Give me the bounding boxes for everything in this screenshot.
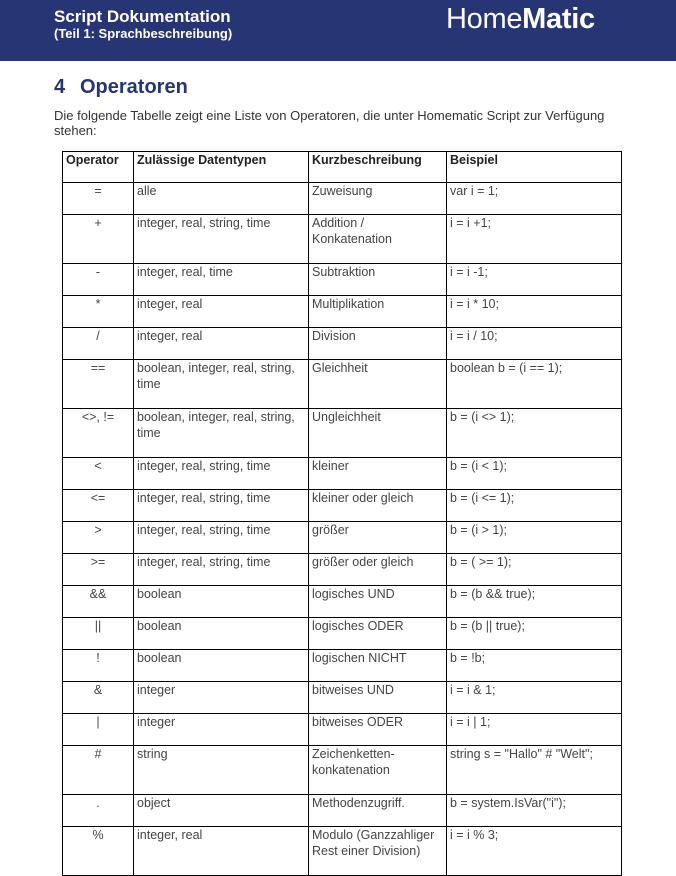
table-row xyxy=(63,682,622,714)
types-cell: boolean, integer, real, string, time xyxy=(134,409,309,458)
table-row xyxy=(63,554,622,586)
column-header-operator: Operator xyxy=(63,152,134,183)
operator-cell: < xyxy=(63,458,134,490)
operator-cell: || xyxy=(63,618,134,650)
types-cell: integer xyxy=(134,682,309,714)
table-row xyxy=(63,183,622,215)
types-cell: integer, real, string, time xyxy=(134,215,309,264)
description-cell: kleiner oder gleich xyxy=(309,490,447,522)
types-cell: boolean xyxy=(134,618,309,650)
example-cell: b = (i <> 1); xyxy=(447,409,622,458)
description-cell: Division xyxy=(309,328,447,360)
operator-cell: % xyxy=(63,827,134,876)
table-row xyxy=(63,650,622,682)
example-cell: b = (i <= 1); xyxy=(447,490,622,522)
operators-table xyxy=(62,151,622,876)
table-row xyxy=(63,296,622,328)
description-cell: Zuweisung xyxy=(309,183,447,215)
section-title: Operatoren xyxy=(80,76,188,98)
example-cell: string s = "Hallo" # "Welt"; xyxy=(447,746,622,795)
example-cell: i = i | 1; xyxy=(447,714,622,746)
operator-cell: >= xyxy=(63,554,134,586)
operator-cell: > xyxy=(63,522,134,554)
types-cell: integer, real, string, time xyxy=(134,458,309,490)
description-cell: logischen NICHT xyxy=(309,650,447,682)
operator-cell: == xyxy=(63,360,134,409)
table-row xyxy=(63,490,622,522)
example-cell: b = ( >= 1); xyxy=(447,554,622,586)
operator-cell: * xyxy=(63,296,134,328)
operator-cell: - xyxy=(63,264,134,296)
description-cell: logisches UND xyxy=(309,586,447,618)
table-row xyxy=(63,618,622,650)
column-header-description: Kurzbeschreibung xyxy=(309,152,447,183)
types-cell: string xyxy=(134,746,309,795)
types-cell: alle xyxy=(134,183,309,215)
table-row xyxy=(63,746,622,795)
table-header-row xyxy=(63,152,622,183)
example-cell: i = i / 10; xyxy=(447,328,622,360)
description-cell: bitweises ODER xyxy=(309,714,447,746)
table-row xyxy=(63,586,622,618)
document-header xyxy=(0,0,676,61)
types-cell: integer, real, string, time xyxy=(134,522,309,554)
operator-cell: <= xyxy=(63,490,134,522)
description-cell: Modulo (Ganzzahliger Rest einer Division) xyxy=(309,827,447,876)
section-heading xyxy=(54,75,188,99)
example-cell: b = (b || true); xyxy=(447,618,622,650)
description-cell: Gleichheit xyxy=(309,360,447,409)
types-cell: boolean, integer, real, string, time xyxy=(134,360,309,409)
example-cell: i = i +1; xyxy=(447,215,622,264)
description-cell: Methodenzugriff. xyxy=(309,795,447,827)
description-cell: logisches ODER xyxy=(309,618,447,650)
example-cell: b = (b && true); xyxy=(447,586,622,618)
table-row xyxy=(63,458,622,490)
description-cell: Zeichenketten-konkatenation xyxy=(309,746,447,795)
example-cell: i = i % 3; xyxy=(447,827,622,876)
table-row xyxy=(63,328,622,360)
document-title: Script Dokumentation xyxy=(54,7,231,26)
table-row xyxy=(63,795,622,827)
table-row xyxy=(63,409,622,458)
example-cell: i = i * 10; xyxy=(447,296,622,328)
types-cell: integer, real, string, time xyxy=(134,490,309,522)
table-row xyxy=(63,215,622,264)
description-cell: größer oder gleich xyxy=(309,554,447,586)
types-cell: boolean xyxy=(134,650,309,682)
operator-cell: + xyxy=(63,215,134,264)
example-cell: b = (i < 1); xyxy=(447,458,622,490)
operator-cell: <>, != xyxy=(63,409,134,458)
table-row xyxy=(63,522,622,554)
types-cell: object xyxy=(134,795,309,827)
example-cell: i = i & 1; xyxy=(447,682,622,714)
operator-cell: & xyxy=(63,682,134,714)
operator-cell: / xyxy=(63,328,134,360)
operator-cell: # xyxy=(63,746,134,795)
column-header-types: Zulässige Datentypen xyxy=(134,152,309,183)
types-cell: integer, real xyxy=(134,827,309,876)
types-cell: integer xyxy=(134,714,309,746)
table-row xyxy=(63,264,622,296)
description-cell: Ungleichheit xyxy=(309,409,447,458)
column-header-example: Beispiel xyxy=(447,152,622,183)
table-row xyxy=(63,827,622,876)
example-cell: b = system.IsVar("i"); xyxy=(447,795,622,827)
types-cell: boolean xyxy=(134,586,309,618)
description-cell: größer xyxy=(309,522,447,554)
example-cell: var i = 1; xyxy=(447,183,622,215)
example-cell: b = !b; xyxy=(447,650,622,682)
description-cell: Addition / Konkatenation xyxy=(309,215,447,264)
operator-cell: = xyxy=(63,183,134,215)
description-cell: kleiner xyxy=(309,458,447,490)
table-row xyxy=(63,714,622,746)
logo-home: Home xyxy=(446,3,523,35)
description-cell: Subtraktion xyxy=(309,264,447,296)
section-number: 4 xyxy=(54,76,66,98)
logo-matic: Matic xyxy=(522,3,595,35)
example-cell: b = (i > 1); xyxy=(447,522,622,554)
operator-cell: | xyxy=(63,714,134,746)
description-cell: bitweises UND xyxy=(309,682,447,714)
intro-paragraph: Die folgende Tabelle zeigt eine Liste von Operatoren, die unter Homematic Script zur Verfügung stehen: xyxy=(54,108,605,138)
operator-cell: ! xyxy=(63,650,134,682)
types-cell: integer, real xyxy=(134,328,309,360)
table-row xyxy=(63,360,622,409)
operator-cell: . xyxy=(63,795,134,827)
homematic-logo xyxy=(446,2,595,36)
document-subtitle: (Teil 1: Sprachbeschreibung) xyxy=(54,26,233,41)
types-cell: integer, real xyxy=(134,296,309,328)
types-cell: integer, real, string, time xyxy=(134,554,309,586)
example-cell: i = i -1; xyxy=(447,264,622,296)
description-cell: Multiplikation xyxy=(309,296,447,328)
types-cell: integer, real, time xyxy=(134,264,309,296)
example-cell: boolean b = (i == 1); xyxy=(447,360,622,409)
operator-cell: && xyxy=(63,586,134,618)
